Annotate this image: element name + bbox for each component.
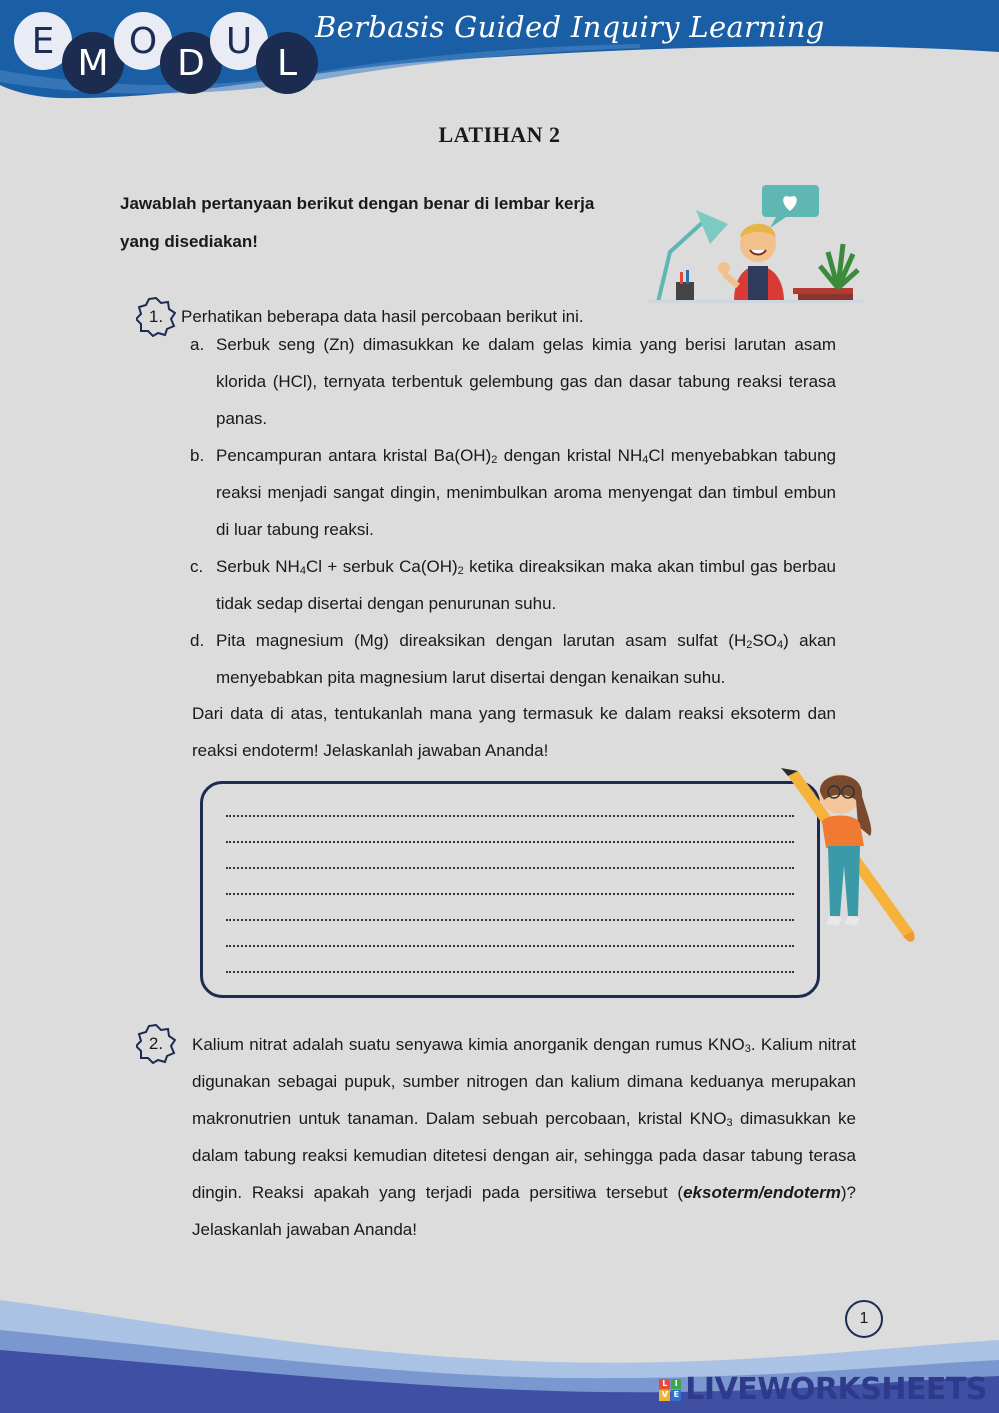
question-1-closing: Dari data di atas, tentukanlah mana yang termasuk ke dalam reaksi eksoterm dan reaksi endoterm! Jelaskanlah jawaban Ananda! — [192, 704, 836, 760]
page-number: 1 — [845, 1300, 883, 1338]
item-label: d. — [190, 631, 205, 650]
question-1-number: 1. — [148, 307, 164, 326]
header-subtitle: Berbasis Guided Inquiry Learning — [315, 10, 825, 44]
emphasis-text: eksoterm/endoterm — [683, 1183, 841, 1202]
question-1-badge — [136, 297, 176, 337]
header-letter-m: M — [62, 32, 124, 94]
list-item — [190, 437, 836, 548]
list-item — [190, 548, 836, 622]
liveworksheets-logo-icon: L I V E — [659, 1379, 681, 1401]
instruction-text: Jawablah pertanyaan berikut dengan benar di lembar kerja yang disediakan! — [120, 194, 595, 251]
item-text: Serbuk seng (Zn) dimasukkan ke dalam gelas kimia yang berisi larutan asam klorida (HCl), ternyata terbentuk gelembung gas dan dasar tabung reaksi terasa panas. — [216, 335, 836, 428]
header-letter-e: E — [14, 12, 72, 70]
answer-line[interactable] — [226, 971, 794, 973]
question-2-text: Kalium nitrat adalah suatu senyawa kimia anorganik dengan rumus $KNO_3$. Kalium nitrat digunakan sebagai pupuk, sumber nitrogen dan kalium dimana keduanya merupakan makronutrien untuk tanaman. Dalam sebuah percobaan, kristal $KNO_3$ dimasukkan ke dalam tabung reaksi kemudian ditetesi dengan air, sehingga pada dasar tabung terasa dingin. Reaksi apakah yang terjadi pada persitiwa tersebut (eksoterm/endoterm)? Jelaskanlah jawaban Ananda! — [192, 1035, 856, 1239]
item-label: a. — [190, 335, 205, 354]
list-item — [190, 326, 836, 437]
watermark-text: LIVEWORKSHEETS — [685, 1372, 987, 1407]
answer-line[interactable] — [226, 867, 794, 869]
item-text: Pita magnesium (Mg) direaksikan dengan larutan asam sulfat $(H_2SO_4)$ akan menyebabkan pita magnesium larut disertai dengan kenaikan suhu. — [216, 631, 836, 687]
header-letter-d: D — [160, 32, 222, 94]
girl-pencil-illustration — [778, 766, 918, 956]
question-2-number: 2. — [148, 1034, 164, 1053]
item-text: Pencampuran antara kristal $Ba(OH)_2$ dengan kristal $NH_4Cl$ menyebabkan tabung reaksi menjadi sangat dingin, menimbulkan aroma menyengat dan timbul embun di luar tabung reaksi. — [216, 446, 836, 539]
answer-line[interactable] — [226, 893, 794, 895]
answer-box[interactable] — [200, 781, 820, 998]
header-letter-l: L — [256, 32, 318, 94]
question-1-intro: Perhatikan beberapa data hasil percobaan berikut ini. — [181, 307, 584, 326]
item-text: Serbuk $NH_4Cl$ + serbuk $Ca(OH)_2$ ketika direaksikan maka akan timbul gas berbau tidak sedap disertai dengan penurunan suhu. — [216, 557, 836, 613]
item-label: c. — [190, 557, 204, 576]
answer-line[interactable] — [226, 945, 794, 947]
answer-line[interactable] — [226, 919, 794, 921]
liveworksheets-watermark — [659, 1372, 987, 1407]
item-label: b. — [190, 446, 205, 465]
page-title: LATIHAN 2 — [438, 122, 561, 147]
question-2-badge — [136, 1024, 176, 1064]
answer-line[interactable] — [226, 841, 794, 843]
header-letter-u: U — [210, 12, 268, 70]
list-item — [190, 622, 836, 696]
answer-line[interactable] — [226, 815, 794, 817]
header-letter-o: O — [114, 12, 172, 70]
student-desk-illustration — [648, 182, 863, 307]
